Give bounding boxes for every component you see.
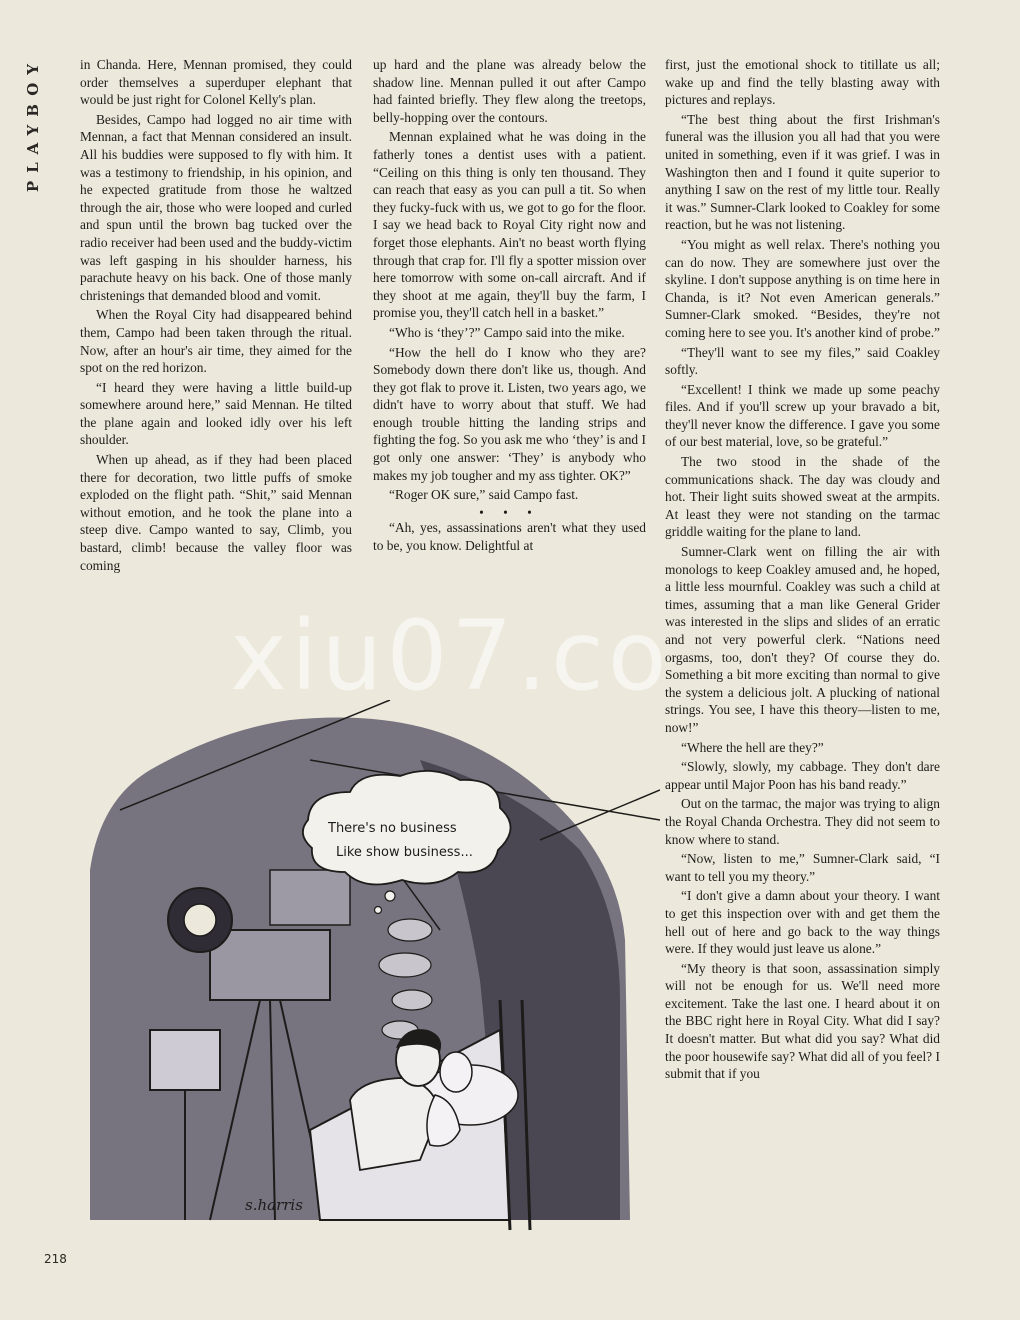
article-paragraph: The two stood in the shade of the communications shack. The day was cloudy and hot. Their light suits showed sweat at the armpits. At least they were not standing on the tarmac griddle waiting for the plane to land. [665, 454, 940, 540]
article-paragraph: When up ahead, as if they had been placed there for decoration, two little puffs of smoke exploded on the flight path. “Shit,” said Mennan without emotion, and he took the plane into a steep dive. Campo wanted to say, Climb, you bastard, climb! because the valley floor was coming [80, 452, 352, 573]
page-number: 218 [44, 1252, 67, 1266]
watermark-text: xiu07.co [230, 600, 671, 712]
article-paragraph: Besides, Campo had logged no air time with Mennan, a fact that Mennan considered an insult. All his buddies were supposed to fly with him. It was a testimony to friendship, in his opinion, and he expected gratitude from those he waltzed through the air, those who were looped and curled and spun until the brown bag tucked over the radio receiver had been used and the buddy-victim was left gasping in his shoulder harness, his parachute heavy on his back. One of those manly christenings that demanded blood and vomit. [80, 111, 352, 303]
artist-signature: s.harris [245, 1196, 303, 1214]
article-paragraph: When the Royal City had disappeared behind them, Campo had been taken through the ritual. Now, after an hour's air time, they aimed for the spot on the red horizon. [80, 307, 352, 376]
thought-bubble-line-1: There's no business [328, 821, 457, 836]
article-paragraph: “Who is ‘they’?” Campo said into the mike. [389, 324, 625, 340]
article-column-3 [665, 56, 940, 1085]
article-paragraph: “Ah, yes, assassinations aren't what they used to be, you know. Delightful at [373, 520, 646, 554]
article-paragraph: “How the hell do I know who they are? Somebody down there don't like us, though. And they got flak to prove it. Listen, two years ago, we didn't have to worry about that stuff. We had enough trouble hitting the landing strips and fighting the fog. So you ask me who ‘they’ is and I got only one answer: ‘They’ is anybody who makes my job tougher and my ass tighter. OK?” [373, 344, 646, 483]
article-paragraph: “They'll want to see my files,” said Coakley softly. [665, 344, 940, 378]
article-paragraph: up hard and the plane was already below the shadow line. Mennan pulled it out after Campo had fainted briefly. They flew along the treetops, belly-hopping over the contours. [373, 57, 646, 125]
article-paragraph: “Slowly, slowly, my cabbage. They don't dare appear until Major Poon has his band ready.” [665, 759, 940, 792]
article-paragraph: “The best thing about the first Irishman's funeral was the illusion you all had that you were united in something, even if it was grief. I was in Washington then and I found it quite superior to anything I saw on the rest of my little tour. Really it was.” Sumner-Clark looked to Coakley for some reaction, but he was not listening. [665, 111, 940, 233]
thought-bubble-line-2: Like show business... [336, 845, 473, 860]
article-paragraph: “My theory is that soon, assassination simply will not be enough for us. We'll need more excitement. Take the last one. I heard about it on the BBC right here in Royal City. What did I say? It doesn't matter. But what did you say? What did the poor housewife say? What did all of you feel? I submit that if you [665, 960, 940, 1082]
article-paragraph: “I heard they were having a little build-up somewhere around here,” said Mennan. He tilted the plane again and looked idly over his left shoulder. [80, 379, 352, 448]
magazine-masthead: PLAYBOY [24, 56, 42, 193]
article-paragraph: in Chanda. Here, Mennan promised, they could order themselves a superduper elephant that would be just right for Colonel Kelly's plan. [80, 57, 352, 108]
article-paragraph: “Now, listen to me,” Sumner-Clark said, “I want to tell you my theory.” [665, 851, 940, 884]
article-paragraph: “Where the hell are they?” [681, 739, 824, 755]
article-column-2 [373, 56, 646, 557]
article-paragraph: Out on the tarmac, the major was trying to align the Royal Chanda Orchestra. They did not seem to know where to stand. [665, 796, 940, 847]
article-column-1 [80, 56, 352, 576]
article-paragraph: Sumner-Clark went on filling the air with monologs to keep Coakley amused and, he hoped, a little less mournful. Coakley was such a child at times, assuming that a man like General Grider was interested in the slips and slides of an erratic and not very powerful clerk. “Nations need orgasms, too, don't they? Of course they do. Something a bit more exciting than normal to give the system a delicious jolt. A plucking of national strings. You see, I have this theory—listen to me, now!” [665, 544, 940, 735]
article-paragraph: “Roger OK sure,” said Campo fast. [389, 487, 579, 503]
article-paragraph: “You might as well relax. There's nothing you can do now. They are somewhere just over the skyline. I don't suppose anything is on time here in Chanda, is it? Not even American generals.” Sumner-Clark smoked. “Besides, they're not coming here to see you. It's another kind of probe.” [665, 236, 940, 340]
article-paragraph: Mennan explained what he was doing in the fatherly tones a dentist uses with a patient. “Ceiling on this thing is only ten thousand. They can reach that easy as you can pull a tit. So when they fucky-fuck with us, we got to go for the floor. I say we head back to Royal City right now and forget those elephants. Ain't no beast worth flying through that crap for. I'll fly a spotter mission over here tomorrow with some on-call aircraft. And if they shoot at me again, they'll buy the farm, I promise you, they'll catch hell in a basket.” [373, 129, 646, 321]
article-paragraph: first, just the emotional shock to titillate us all; wake up and find the telly blasting away with pictures and replays. [665, 57, 940, 108]
article-paragraph: “Excellent! I think we made up some peachy files. And if you'll screw up your bravado a bit, they'll never know the difference. I gave you some of our best material, love, so be grateful.” [665, 381, 940, 450]
section-separator: • • • [479, 504, 540, 520]
article-paragraph: “I don't give a damn about your theory. I want to get this inspection over with and get them the hell out of here and go back to the way things were. If they would just leave us alone.” [665, 888, 940, 957]
monitor-screen [270, 870, 350, 925]
cartoon-illustration [60, 700, 660, 1260]
